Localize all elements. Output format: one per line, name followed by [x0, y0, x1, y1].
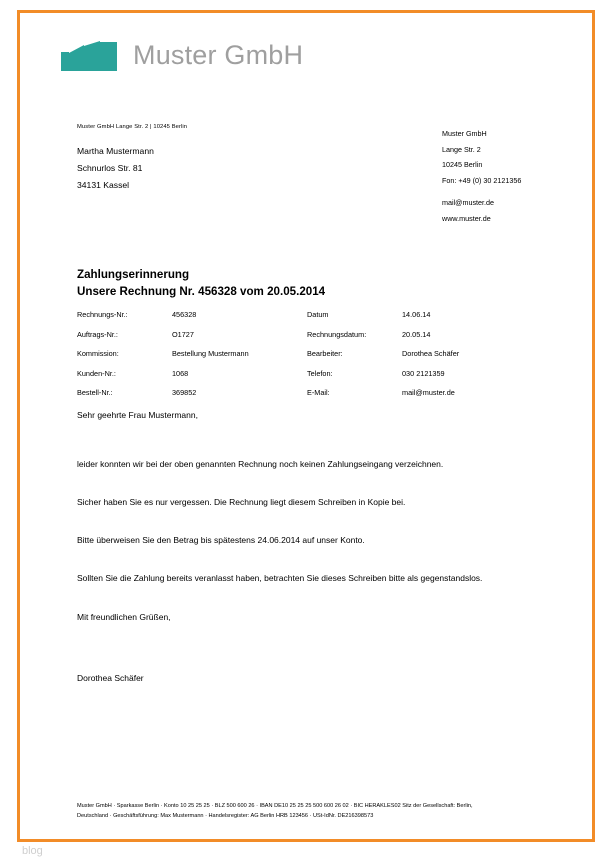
meta-value: Dorothea Schäfer	[402, 349, 460, 358]
watermark: blog	[22, 845, 43, 857]
meta-cell-right	[307, 330, 537, 339]
letter-footer	[77, 802, 557, 821]
letter-body	[77, 408, 547, 710]
sender-line-3: 10245 Berlin	[442, 160, 483, 169]
meta-cell-left	[77, 349, 307, 358]
meta-value: 20.05.14	[402, 329, 431, 339]
sender-line-2: Lange Str. 2	[442, 144, 481, 154]
meta-cell-left	[77, 310, 307, 319]
table-row	[77, 310, 537, 330]
meta-label: Rechnungs-Nr.:	[77, 310, 128, 319]
sender-line-4: Fon: +49 (0) 30 2121356	[442, 175, 522, 185]
meta-label: E-Mail:	[307, 388, 330, 397]
meta-label: Bearbeiter:	[307, 349, 343, 358]
sender-website: www.muster.de	[442, 213, 491, 223]
subject-reference: Unsere Rechnung Nr. 456328 vom 20.05.2014	[77, 284, 326, 298]
meta-cell-right	[307, 349, 537, 358]
sender-spacer	[442, 188, 521, 195]
subject-block	[77, 267, 325, 300]
closing-line: Mit freundlichen Grüßen,	[77, 612, 171, 622]
meta-value: Bestellung Mustermann	[172, 349, 249, 358]
sender-email: mail@muster.de	[442, 198, 495, 207]
table-row	[77, 330, 537, 350]
meta-cell-left	[77, 369, 307, 378]
invoice-meta-table	[77, 310, 537, 408]
meta-value: 14.06.14	[402, 310, 431, 319]
meta-value: O1727	[172, 329, 194, 339]
factory-logo-icon	[61, 41, 121, 71]
meta-cell-right	[307, 369, 537, 378]
meta-label: Telefon:	[307, 368, 333, 378]
table-row	[77, 388, 537, 408]
meta-label: Kunden-Nr.:	[77, 368, 116, 378]
meta-value: 030 2121359	[402, 368, 445, 378]
table-row	[77, 369, 537, 389]
meta-value: 456328	[172, 310, 197, 319]
company-logo	[61, 40, 303, 71]
meta-label: Rechnungsdatum:	[307, 329, 367, 339]
meta-cell-right	[307, 310, 537, 319]
sender-line-1: Muster GmbH	[442, 129, 487, 138]
return-address-line: Muster GmbH Lange Str. 2 | 10245 Berlin	[77, 124, 188, 130]
body-paragraph-2: Sicher haben Sie es nur vergessen. Die Rechnung liegt diesem Schreiben in Kopie bei.	[77, 497, 406, 507]
recipient-line-2: Schnurlos Str. 81	[77, 163, 143, 173]
subject-title: Zahlungserinnerung	[77, 268, 190, 281]
company-name: Muster GmbH	[133, 40, 304, 70]
recipient-line-1: Martha Mustermann	[77, 146, 154, 156]
recipient-line-3: 34131 Kassel	[77, 180, 130, 190]
body-paragraph-3: Bitte überweisen Sie den Betrag bis spätestens 24.06.2014 auf unser Konto.	[77, 535, 365, 545]
footer-line-1: Muster GmbH · Sparkasse Berlin · Konto 10 25 25 25 · BLZ 500 600 26 · IBAN DE10 25 25 25 500 600 26 02 · BIC HERAKLES02 Sitz der Gesellschaft: Berlin,	[77, 803, 473, 809]
letter-content	[17, 10, 595, 842]
footer-line-2: Deutschland · Geschäftsführung: Max Mustermann · Handelsregister: AG Berlin HRB 123456 · USt-IdNr. DE216398573	[77, 812, 374, 819]
meta-cell-left	[77, 388, 307, 397]
recipient-address	[77, 143, 154, 194]
salutation: Sehr geehrte Frau Mustermann,	[77, 410, 198, 420]
meta-value: 1068	[172, 368, 189, 378]
body-paragraph-4: Sollten Sie die Zahlung bereits veranlasst haben, betrachten Sie dieses Schreiben bitte als gegenstandslos.	[77, 573, 483, 583]
meta-value: 369852	[172, 388, 197, 397]
meta-cell-left	[77, 330, 307, 339]
meta-label: Kommission:	[77, 349, 119, 358]
meta-value: mail@muster.de	[402, 388, 455, 397]
signature-name: Dorothea Schäfer	[77, 673, 144, 683]
meta-label: Bestell-Nr.:	[77, 388, 113, 397]
meta-cell-right	[307, 388, 537, 397]
body-paragraph-1: leider konnten wir bei der oben genannten Rechnung noch keinen Zahlungseingang verzeichnen.	[77, 459, 444, 469]
table-row	[77, 349, 537, 369]
sender-address	[442, 126, 521, 226]
meta-label: Auftrags-Nr.:	[77, 329, 118, 339]
meta-label: Datum	[307, 310, 329, 319]
